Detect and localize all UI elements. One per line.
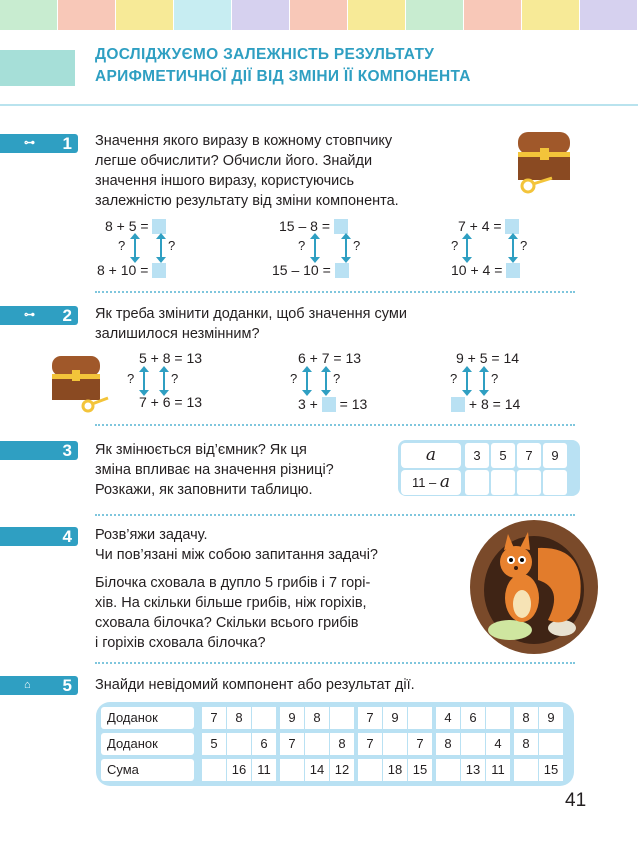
table-cell: 7 bbox=[202, 707, 226, 729]
text-line: сховала білочка? Скільки всього грибів bbox=[95, 615, 359, 631]
text-line: Значення якого виразу в кожному стовпчику bbox=[95, 133, 393, 149]
expr-text: = 13 bbox=[339, 396, 368, 412]
expr-text: 15 – 8 = bbox=[279, 218, 330, 234]
expression bbox=[97, 262, 166, 279]
color-stripe bbox=[290, 0, 348, 30]
treasure-chest-icon bbox=[48, 350, 112, 414]
task-4-badge bbox=[0, 527, 78, 546]
text-line: Розкажи, як заповнити таблицю. bbox=[95, 482, 313, 498]
table-cell: 8 bbox=[514, 733, 538, 755]
table-row bbox=[401, 470, 577, 495]
table-cell-empty[interactable] bbox=[461, 733, 485, 755]
table-cell-empty[interactable] bbox=[517, 470, 541, 495]
table-cell: 7 bbox=[517, 443, 541, 468]
table-cell: 7 bbox=[280, 733, 304, 755]
key-icon: ⊶ bbox=[24, 137, 35, 149]
table-row bbox=[101, 706, 569, 730]
expression bbox=[451, 262, 520, 279]
squirrel-illustration bbox=[468, 518, 600, 656]
title-line-2: АРИФМЕТИЧНОЇ ДІЇ ВІД ЗМІНИ ЇЇ КОМПОНЕНТА bbox=[95, 68, 471, 85]
table-cell-empty[interactable] bbox=[252, 707, 276, 729]
page-title bbox=[95, 44, 471, 88]
answer-box[interactable] bbox=[322, 397, 336, 412]
expr-text: 7 + 4 = bbox=[458, 218, 502, 234]
answer-box[interactable] bbox=[505, 219, 519, 234]
table-row bbox=[401, 443, 577, 468]
task-5-badge bbox=[0, 676, 78, 695]
task-3-text bbox=[95, 440, 334, 500]
double-arrow-icon bbox=[483, 369, 485, 393]
text-line: Як треба змінити доданки, щоб значення суми bbox=[95, 306, 407, 322]
double-arrow-icon bbox=[466, 369, 468, 393]
task-1-badge bbox=[0, 134, 78, 153]
table-cell-empty[interactable] bbox=[305, 733, 329, 755]
question-mark: ? bbox=[333, 371, 341, 386]
section-divider bbox=[95, 291, 575, 293]
table-row bbox=[101, 758, 569, 782]
table-cell-empty[interactable] bbox=[330, 707, 354, 729]
top-color-stripes bbox=[0, 0, 638, 30]
row-label bbox=[401, 443, 461, 468]
answer-box[interactable] bbox=[152, 263, 166, 278]
table-cell: 16 bbox=[227, 759, 251, 781]
table-cell: 15 bbox=[408, 759, 432, 781]
task-number: 2 bbox=[62, 306, 72, 325]
double-arrow-icon bbox=[306, 369, 308, 393]
task-5-text: Знайди невідомий компонент або результат дії. bbox=[95, 677, 415, 693]
task-3-badge bbox=[0, 441, 78, 460]
table-cell: 14 bbox=[305, 759, 329, 781]
table-cell-empty[interactable] bbox=[358, 759, 382, 781]
section-divider bbox=[95, 424, 575, 426]
table-cell: 6 bbox=[461, 707, 485, 729]
table-cell: 11 bbox=[252, 759, 276, 781]
task-number: 5 bbox=[62, 676, 72, 695]
double-arrow-icon bbox=[512, 236, 514, 260]
answer-box[interactable] bbox=[334, 219, 348, 234]
expression: 5 + 8 = 13 bbox=[139, 350, 203, 366]
table-cell-empty[interactable] bbox=[436, 759, 460, 781]
table-cell-empty[interactable] bbox=[514, 759, 538, 781]
expression bbox=[272, 262, 349, 279]
table-cell: 4 bbox=[436, 707, 460, 729]
question-mark: ? bbox=[491, 371, 499, 386]
task-number: 3 bbox=[62, 441, 72, 460]
table-cell-empty[interactable] bbox=[543, 470, 567, 495]
expr-text: 3 + bbox=[298, 396, 318, 412]
table-cell: 8 bbox=[330, 733, 354, 755]
page-number: 41 bbox=[565, 790, 587, 811]
task-number: 4 bbox=[62, 527, 72, 546]
table-row bbox=[101, 732, 569, 756]
table-cell: 18 bbox=[383, 759, 407, 781]
table-cell: 9 bbox=[539, 707, 563, 729]
color-stripe bbox=[522, 0, 580, 30]
double-arrow-icon bbox=[143, 369, 145, 393]
double-arrow-icon bbox=[466, 236, 468, 260]
task-4-text bbox=[95, 525, 378, 565]
key-icon: ⊶ bbox=[24, 309, 35, 321]
expression: 6 + 7 = 13 bbox=[298, 350, 362, 366]
row-label: Доданок bbox=[101, 733, 194, 755]
variable-a: a bbox=[439, 472, 451, 492]
table-cell: 4 bbox=[486, 733, 510, 755]
table-cell-empty[interactable] bbox=[486, 707, 510, 729]
table-cell: 5 bbox=[202, 733, 226, 755]
text-line: Розв’яжи задачу. bbox=[95, 527, 208, 543]
title-line-1: ДОСЛІДЖУЄМО ЗАЛЕЖНІСТЬ РЕЗУЛЬТАТУ bbox=[95, 46, 435, 63]
task-4-problem bbox=[95, 573, 442, 653]
text-line: хів. На скільки більше грибів, ніж горіхів, bbox=[95, 595, 367, 611]
table-cell: 6 bbox=[252, 733, 276, 755]
color-stripe bbox=[174, 0, 232, 30]
question-mark: ? bbox=[450, 371, 458, 386]
expr-text: 8 + 5 = bbox=[105, 218, 149, 234]
table-cell-empty[interactable] bbox=[202, 759, 226, 781]
text-line: залишилося незмінним? bbox=[95, 326, 260, 342]
table-cell: 8 bbox=[436, 733, 460, 755]
table-cell: 12 bbox=[330, 759, 354, 781]
table-cell: 7 bbox=[408, 733, 432, 755]
text-line: значення іншого виразу, користуючись bbox=[95, 173, 355, 189]
double-arrow-icon bbox=[134, 236, 136, 260]
question-mark: ? bbox=[171, 371, 179, 386]
table-cell: 9 bbox=[383, 707, 407, 729]
text-line: легше обчислити? Обчисли його. Знайди bbox=[95, 153, 373, 169]
table-cell: 8 bbox=[514, 707, 538, 729]
label-text: 11 – bbox=[411, 475, 437, 490]
task-number: 1 bbox=[62, 134, 72, 153]
expression bbox=[298, 396, 367, 413]
row-label: Сума bbox=[101, 759, 194, 781]
color-stripe bbox=[406, 0, 464, 30]
double-arrow-icon bbox=[345, 236, 347, 260]
table-cell-empty[interactable] bbox=[227, 733, 251, 755]
table-cell: 13 bbox=[461, 759, 485, 781]
answer-box[interactable] bbox=[152, 219, 166, 234]
answer-box[interactable] bbox=[506, 263, 520, 278]
color-stripe bbox=[0, 0, 58, 30]
table-cell-empty[interactable] bbox=[465, 470, 489, 495]
text-line: зміна впливає на значення різниці? bbox=[95, 462, 334, 478]
color-stripe bbox=[348, 0, 406, 30]
table-cell: 7 bbox=[358, 733, 382, 755]
question-mark: ? bbox=[118, 238, 126, 253]
table-cell-empty[interactable] bbox=[408, 707, 432, 729]
answer-box[interactable] bbox=[335, 263, 349, 278]
text-line: Як змінюється від’ємник? Як ця bbox=[95, 442, 307, 458]
table-cell: 9 bbox=[543, 443, 567, 468]
table-cell: 15 bbox=[539, 759, 563, 781]
addition-table bbox=[96, 702, 574, 786]
table-cell: 7 bbox=[358, 707, 382, 729]
table-cell: 8 bbox=[227, 707, 251, 729]
color-stripe bbox=[232, 0, 290, 30]
double-arrow-icon bbox=[314, 236, 316, 260]
header-rule bbox=[0, 104, 638, 106]
expression bbox=[451, 396, 520, 413]
treasure-chest-icon bbox=[508, 126, 578, 194]
table-cell-empty[interactable] bbox=[491, 470, 515, 495]
house-icon: ⌂ bbox=[24, 679, 31, 691]
task-2-text bbox=[95, 304, 407, 344]
difference-table bbox=[398, 440, 580, 496]
question-mark: ? bbox=[298, 238, 306, 253]
color-stripe bbox=[580, 0, 638, 30]
expr-text: 8 + 10 = bbox=[97, 262, 149, 278]
question-mark: ? bbox=[290, 371, 298, 386]
color-stripe bbox=[58, 0, 116, 30]
answer-box[interactable] bbox=[451, 397, 465, 412]
task-1-text bbox=[95, 131, 399, 211]
table-cell: 9 bbox=[280, 707, 304, 729]
table-cell-empty[interactable] bbox=[383, 733, 407, 755]
expression: 9 + 5 = 14 bbox=[456, 350, 520, 366]
double-arrow-icon bbox=[160, 236, 162, 260]
double-arrow-icon bbox=[325, 369, 327, 393]
table-cell-empty[interactable] bbox=[280, 759, 304, 781]
expr-text: + 8 = 14 bbox=[468, 396, 521, 412]
question-mark: ? bbox=[353, 238, 361, 253]
expression: 7 + 6 = 13 bbox=[139, 394, 203, 410]
color-stripe bbox=[464, 0, 522, 30]
header-side-band bbox=[0, 50, 75, 86]
row-label bbox=[401, 470, 461, 495]
question-mark: ? bbox=[168, 238, 176, 253]
table-cell: 3 bbox=[465, 443, 489, 468]
text-line: і горіхів сховала білочка? bbox=[95, 635, 266, 651]
task-2-badge bbox=[0, 306, 78, 325]
expr-text: 10 + 4 = bbox=[451, 262, 503, 278]
section-divider bbox=[95, 514, 575, 516]
double-arrow-icon bbox=[163, 369, 165, 393]
table-cell-empty[interactable] bbox=[539, 733, 563, 755]
expr-text: 15 – 10 = bbox=[272, 262, 331, 278]
table-cell: 11 bbox=[486, 759, 510, 781]
question-mark: ? bbox=[127, 371, 135, 386]
text-line: залежністю результату від зміни компонента. bbox=[95, 193, 399, 209]
text-line: Чи пов’язані між собою запитання задачі? bbox=[95, 547, 378, 563]
color-stripe bbox=[116, 0, 174, 30]
text-line: Білочка сховала в дупло 5 грибів і 7 горі- bbox=[95, 575, 371, 591]
question-mark: ? bbox=[520, 238, 528, 253]
section-divider bbox=[95, 662, 575, 664]
row-label: Доданок bbox=[101, 707, 194, 729]
question-mark: ? bbox=[451, 238, 459, 253]
table-cell: 5 bbox=[491, 443, 515, 468]
table-cell: 8 bbox=[305, 707, 329, 729]
variable-a: a bbox=[425, 445, 437, 465]
